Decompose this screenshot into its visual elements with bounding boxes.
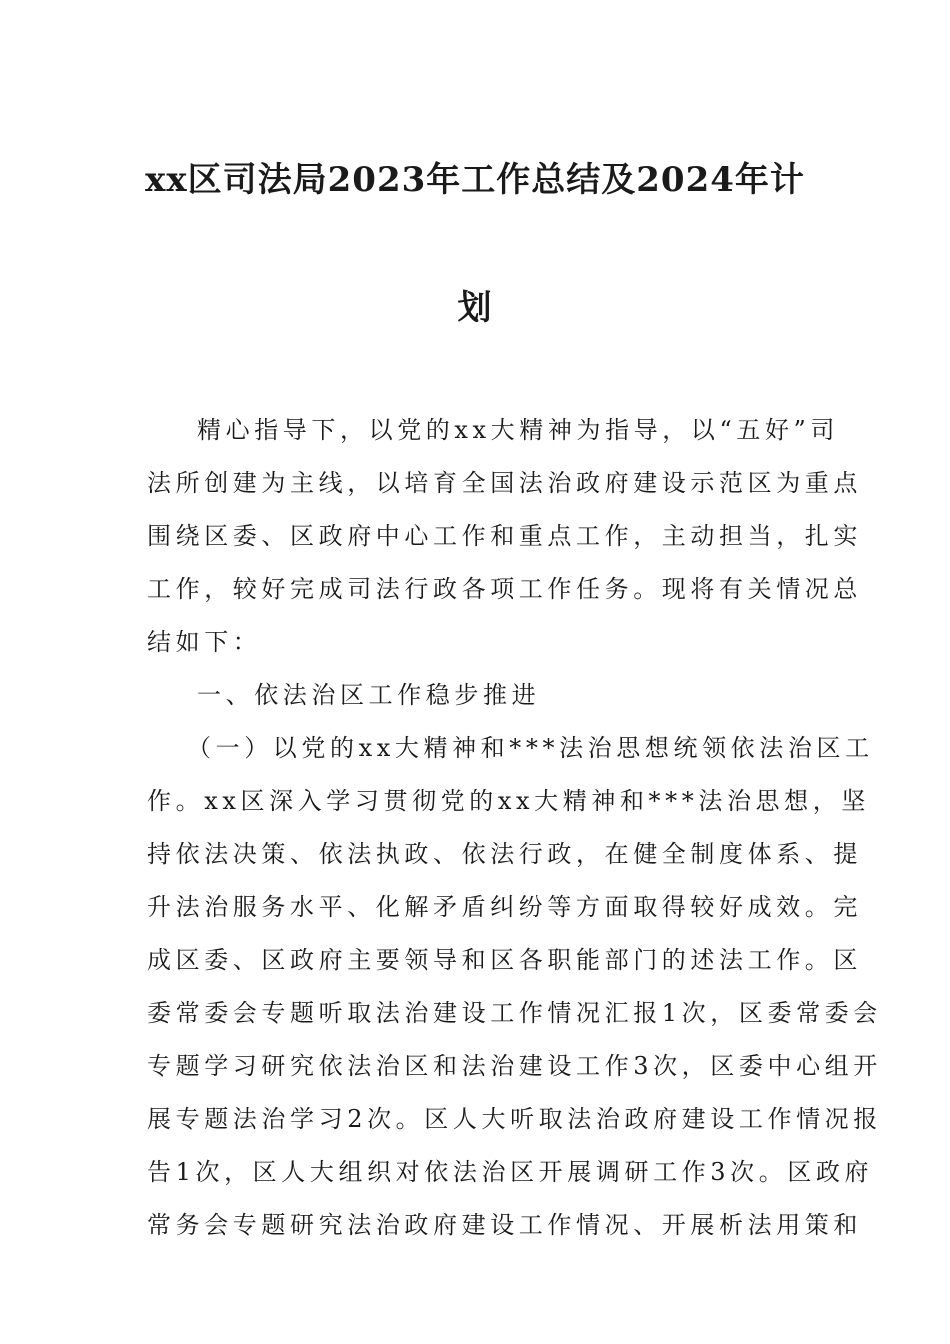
body-line: 结如下： <box>147 628 262 656</box>
body-line: 持依法决策、依法执政、依法行政，在健全制度体系、提 <box>147 840 862 868</box>
document-title-line-1: xx区司法局2023年工作总结及2024年计 <box>145 160 805 200</box>
body-line: 专题学习研究依法治区和法治建设工作3次，区委中心组开 <box>147 1052 882 1080</box>
subsection-heading: （一）以党的xx大精神和***法治思想统领依法治区工 <box>187 734 874 762</box>
body-line: 法所创建为主线，以培育全国法治政府建设示范区为重点 <box>147 469 862 497</box>
body-line: 围绕区委、区政府中心工作和重点工作，主动担当，扎实 <box>147 522 862 550</box>
body-line: 精心指导下，以党的xx大精神为指导，以“五好”司 <box>197 416 840 444</box>
body-line: 作。xx区深入学习贯彻党的xx大精神和***法治思想，坚 <box>147 787 870 815</box>
body-line: 常务会专题研究法治政府建设工作情况、开展析法用策和 <box>147 1211 862 1239</box>
body-line: 展专题法治学习2次。区人大听取法治政府建设工作情况报 <box>147 1105 882 1133</box>
body-line: 委常委会专题听取法治建设工作情况汇报1次，区委常委会 <box>147 999 882 1027</box>
body-line: 告1次，区人大组织对依法治区开展调研工作3次。区政府 <box>147 1158 874 1186</box>
section-heading: 一、依法治区工作稳步推进 <box>197 681 541 709</box>
body-line: 升法治服务水平、化解矛盾纠纷等方面取得较好成效。完 <box>147 893 862 921</box>
document-body <box>147 404 882 1252</box>
body-line: 成区委、区政府主要领导和区各职能部门的述法工作。区 <box>147 946 862 974</box>
document-title-line-2: 划 <box>457 288 493 328</box>
body-line: 工作，较好完成司法行政各项工作任务。现将有关情况总 <box>147 575 862 603</box>
